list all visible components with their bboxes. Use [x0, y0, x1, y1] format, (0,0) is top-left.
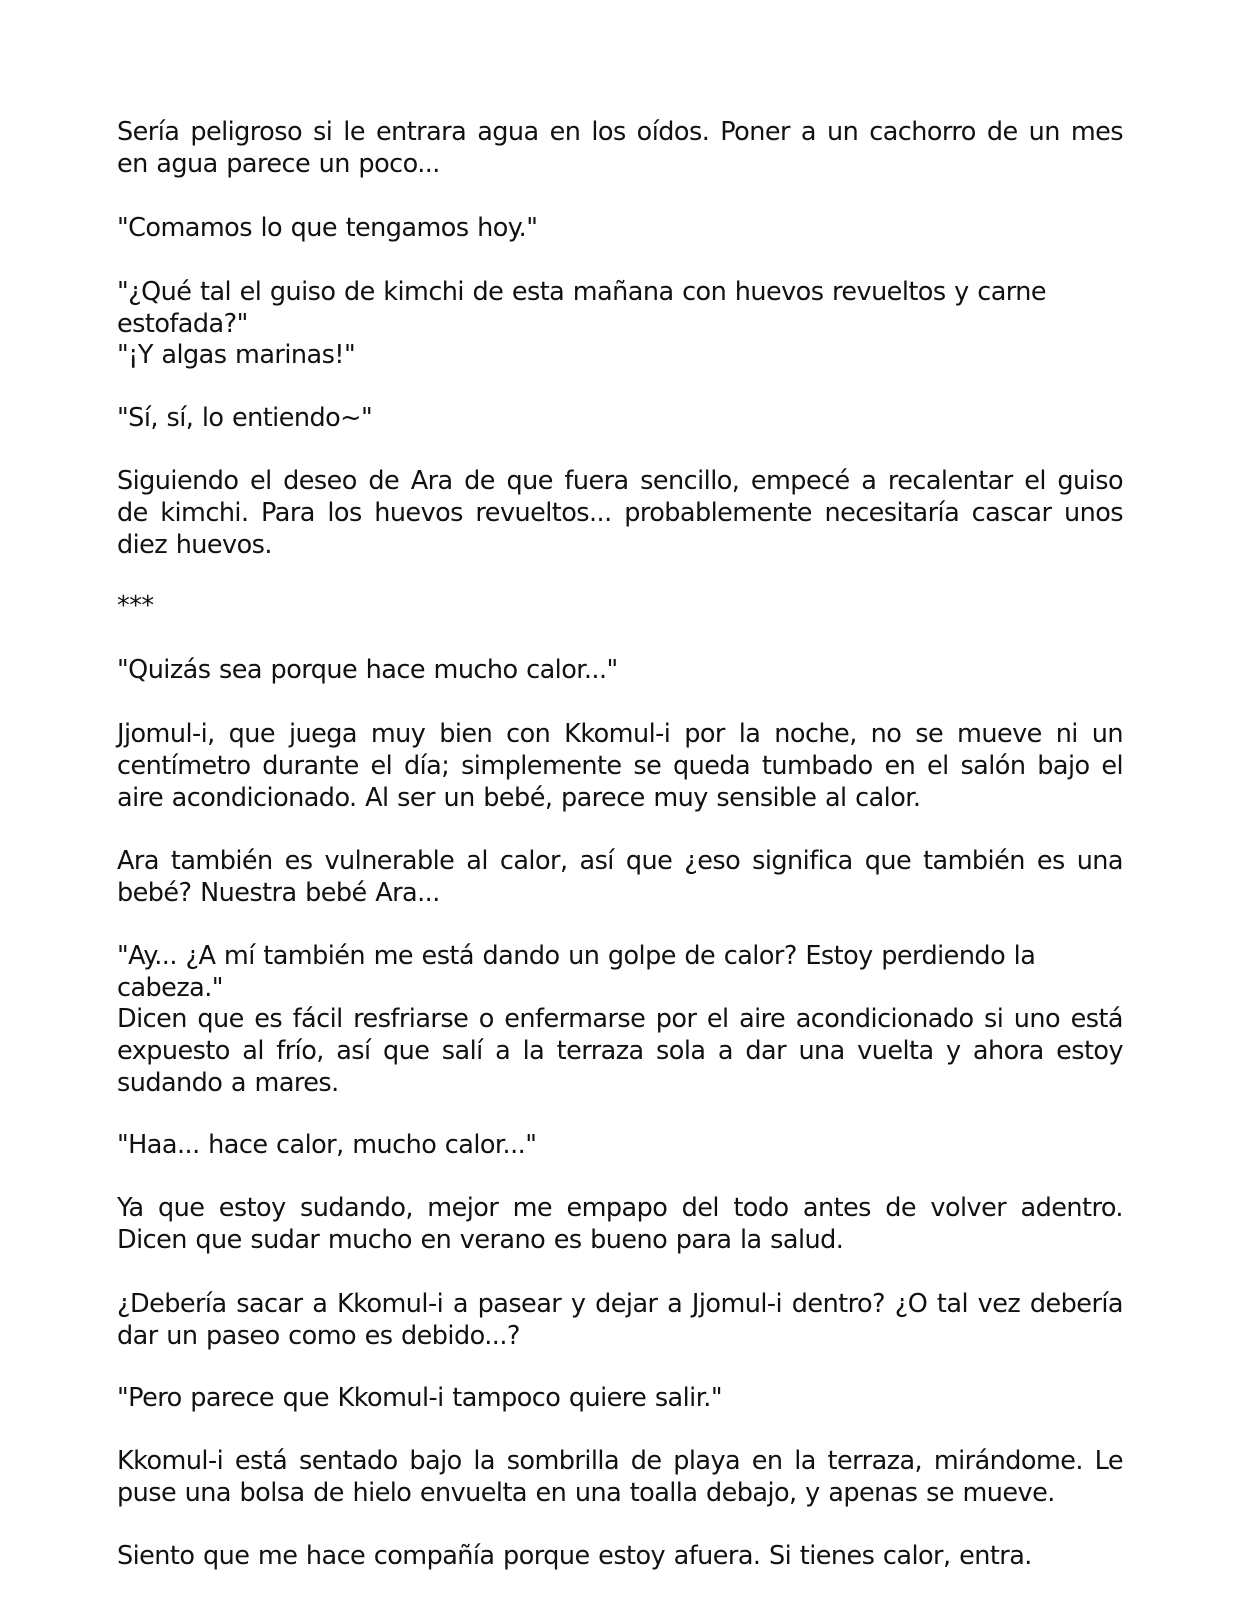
paragraph-sweating: Ya que estoy sudando, mejor me empapo del todo antes de volver adentro. Dicen que sudar mucho en verano es bueno para la salud.: [117, 1193, 1123, 1255]
paragraph-company: Siento que me hace compañía porque estoy afuera. Si tienes calor, entra.: [117, 1541, 1032, 1571]
dialogue-heatstroke: "Ay... ¿A mí también me está dando un golpe de calor? Estoy perdiendo la cabeza.": [117, 941, 1036, 1003]
paragraph-walk: ¿Debería sacar a Kkomul-i a pasear y dejar a Jjomul-i dentro? ¿O tal vez debería dar un paseo como es debido...?: [117, 1289, 1123, 1351]
paragraph-terrace: Dicen que es fácil resfriarse o enfermarse por el aire acondicionado si uno está expuesto al frío, así que salí a la terraza sola a dar una vuelta y ahora estoy sudando a mares.: [117, 1004, 1123, 1098]
dialogue-very-hot: "Haa... hace calor, mucho calor...": [117, 1130, 537, 1160]
paragraph-umbrella: Kkomul-i está sentado bajo la sombrilla de playa en la terraza, mirándome. Le puse una bolsa de hielo envuelta en una toalla debajo, y apenas se mueve.: [117, 1446, 1123, 1508]
paragraph-ara-baby: Ara también es vulnerable al calor, así que ¿eso significa que también es una bebé? Nuestra bebé Ara...: [117, 846, 1123, 908]
dialogue-seaweed: "¡Y algas marinas!": [117, 340, 356, 370]
paragraph-ears-water: Sería peligroso si le entrara agua en los oídos. Poner a un cachorro de un mes en agua parece un poco...: [117, 117, 1123, 179]
scene-break: ***: [117, 591, 154, 621]
paragraph-reheating: Siguiendo el deseo de Ara de que fuera sencillo, empecé a recalentar el guiso de kimchi. Para los huevos revueltos... probablemente necesitaría cascar unos diez huevos.: [117, 466, 1123, 560]
paragraph-jjomul: Jjomul-i, que juega muy bien con Kkomul-i por la noche, no se mueve ni un centímetro durante el día; simplemente se queda tumbado en el salón bajo el aire acondicionado. Al ser un bebé, parece muy sensible al calor.: [117, 719, 1123, 813]
dialogue-kimchi-stew: "¿Qué tal el guiso de kimchi de esta mañana con huevos revueltos y carne estofada?": [117, 277, 1047, 339]
dialogue-understood: "Sí, sí, lo entiendo~": [117, 403, 373, 433]
dialogue-hot: "Quizás sea porque hace mucho calor...": [117, 655, 618, 685]
dialogue-eat-today: "Comamos lo que tengamos hoy.": [117, 213, 538, 243]
dialogue-kkomul-stay: "Pero parece que Kkomul-i tampoco quiere salir.": [117, 1383, 723, 1413]
